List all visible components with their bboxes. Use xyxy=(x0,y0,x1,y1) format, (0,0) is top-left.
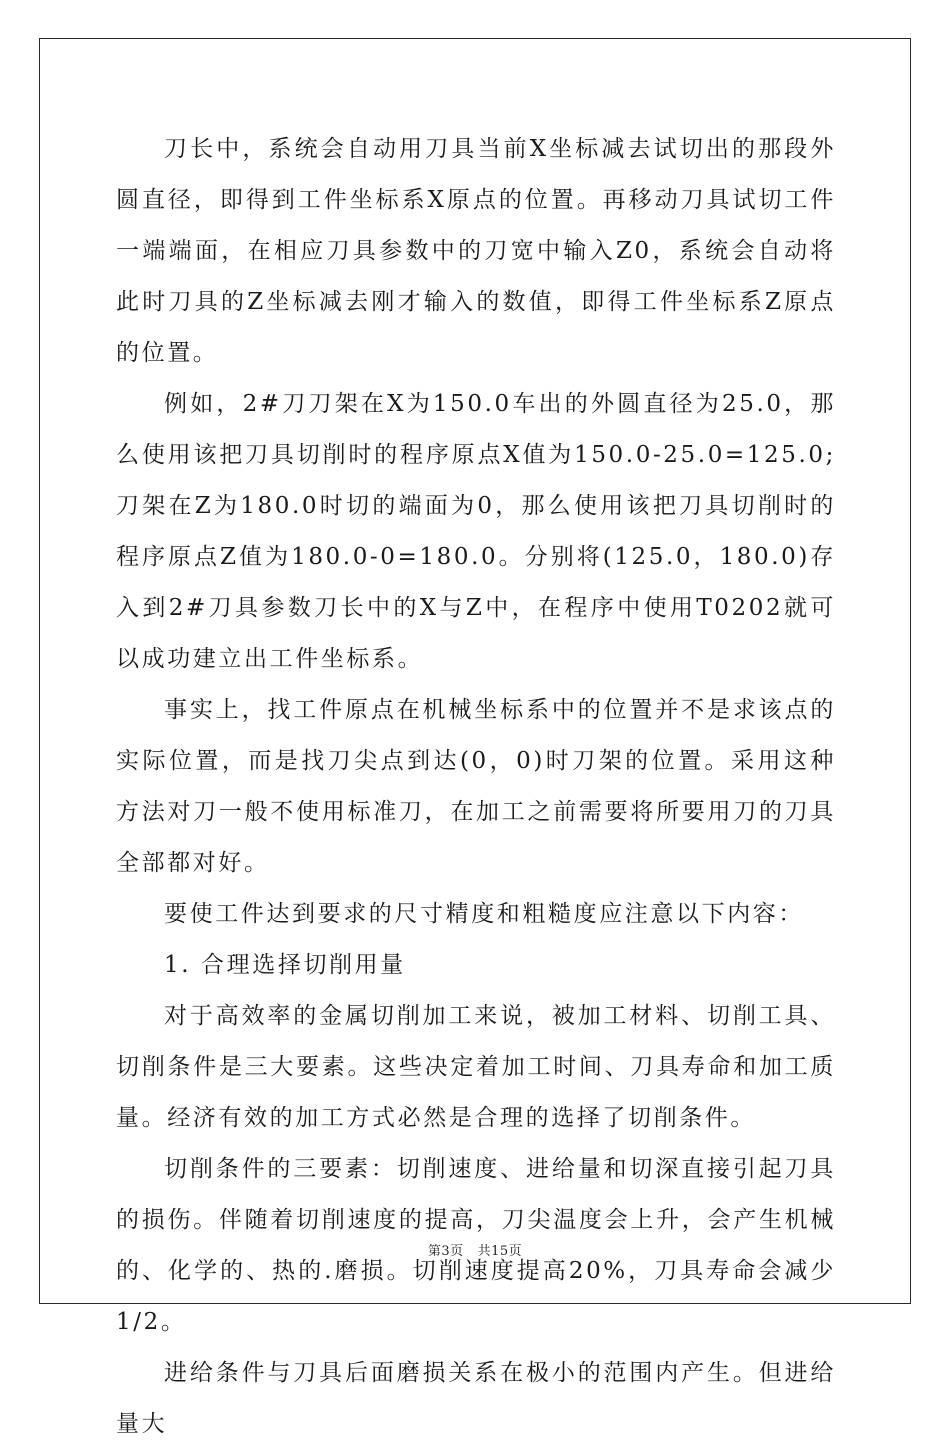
page-number: 第3页 xyxy=(427,1244,464,1259)
paragraph-2: 例如，2#刀刀架在X为150.0车出的外圆直径为25.0，那么使用该把刀具切削时的程序原点X值为150.0-25.0=125.0;刀架在Z为180.0时切的端面为0，那么使用该把刀具切削时的程序原点Z值为180.0-0=180.0。分别将(125.0，180.0)存入到2#刀具参数刀长中的X与Z中，在程序中使用T0202就可以成功建立出工件坐标系。 xyxy=(116,391,836,672)
paragraph-6: 切削条件的三要素：切削速度、进给量和切深直接引起刀具的损伤。伴随着切削速度的提高，刀尖温度会上升，会产生机械的、化学的、热的.磨损。切削速度提高20%，刀具寿命会减少1/2。 xyxy=(116,1156,836,1335)
paragraph-3: 事实上，找工件原点在机械坐标系中的位置并不是求该点的实际位置，而是找刀尖点到达(0，0)时刀架的位置。采用这种方法对刀一般不使用标准刀，在加工之前需要将所要用刀的刀具全部都对好。 xyxy=(116,697,836,876)
page-footer xyxy=(0,1240,950,1259)
paragraph-4: 要使工件达到要求的尺寸精度和粗糙度应注意以下内容： xyxy=(164,901,804,927)
section-heading: 1. 合理选择切削用量 xyxy=(164,952,406,978)
paragraph-5: 对于高效率的金属切削加工来说，被加工材料、切削工具、切削条件是三大要素。这些决定着加工时间、刀具寿命和加工质量。经济有效的加工方式必然是合理的选择了切削条件。 xyxy=(116,1003,836,1131)
page-total: 共15页 xyxy=(477,1244,523,1259)
paragraph-1: 刀长中，系统会自动用刀具当前X坐标减去试切出的那段外圆直径，即得到工件坐标系X原点的位置。再移动刀具试切工件一端端面，在相应刀具参数中的刀宽中输入Z0，系统会自动将此时刀具的Z坐标减去刚才输入的数值，即得工件坐标系Z原点的位置。 xyxy=(116,136,836,366)
paragraph-7: 进给条件与刀具后面磨损关系在极小的范围内产生。但进给量大 xyxy=(116,1360,836,1437)
